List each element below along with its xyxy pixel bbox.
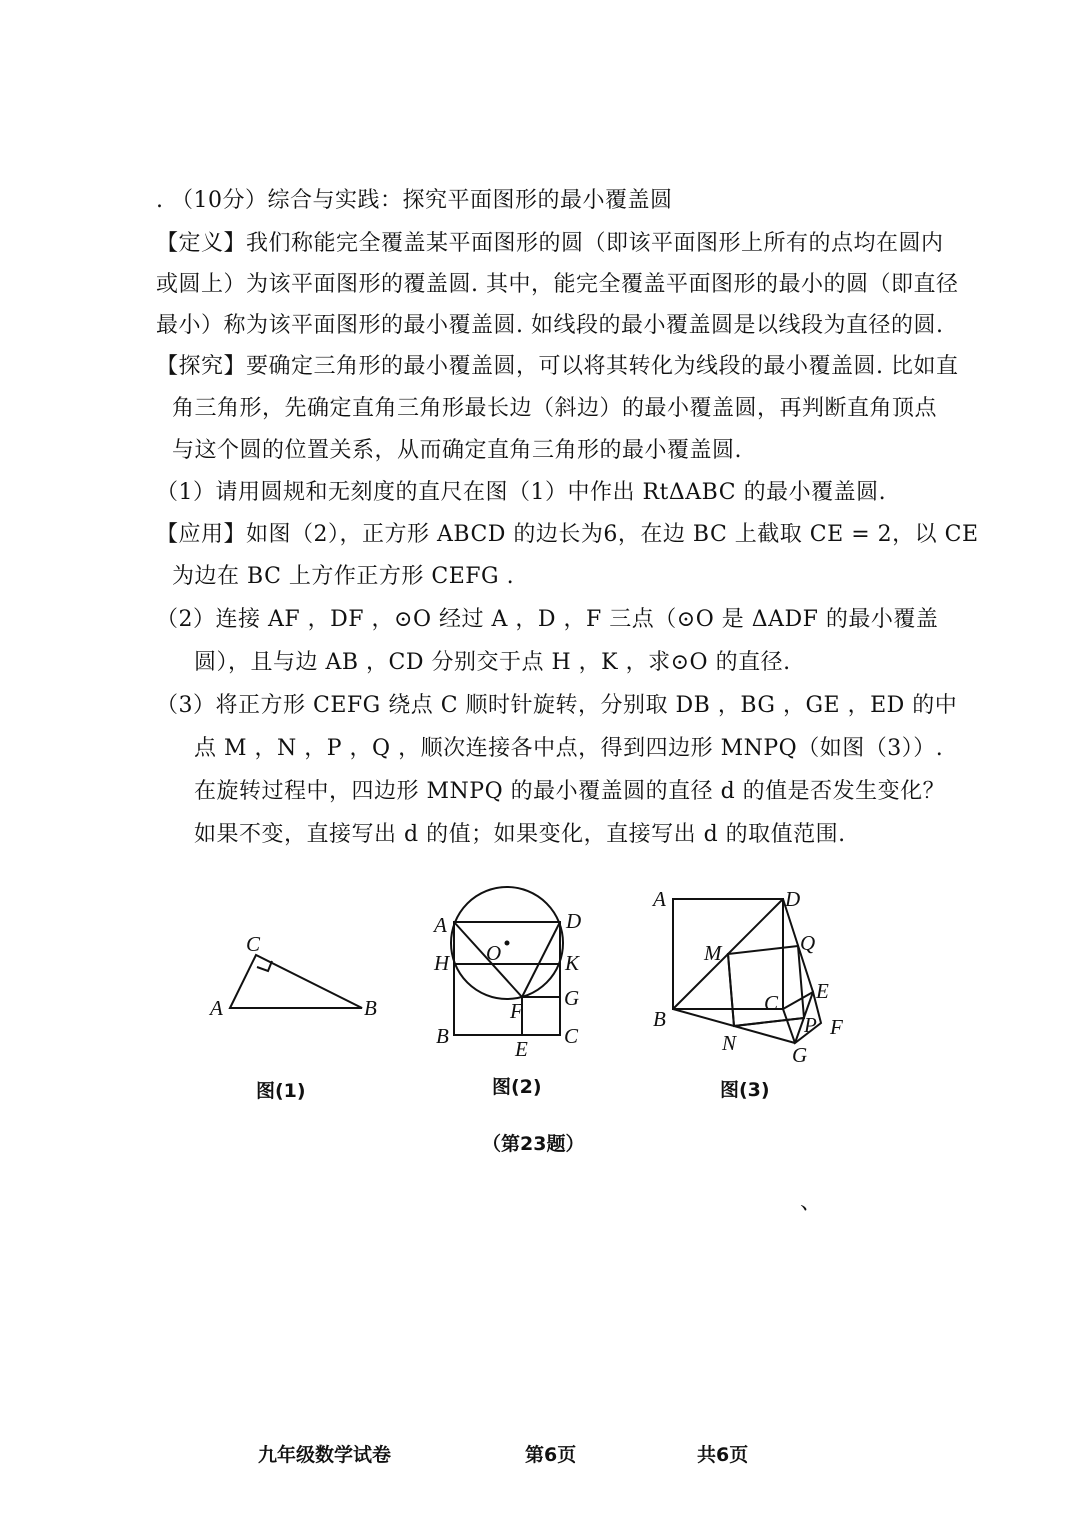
label-n: N: [722, 1031, 737, 1055]
label-m: M: [704, 941, 722, 965]
question-1: （1）请用圆规和无刻度的直尺在图（1）中作出 RtΔABC 的最小覆盖圆.: [156, 480, 887, 505]
label-c: C: [764, 991, 779, 1015]
triangle-abc: [230, 955, 362, 1008]
square-cefg: [522, 997, 560, 1035]
question-3-line-1: （3）将正方形 CEFG 绕点 C 顺时针旋转，分别取 DB ，BG ，GE ，ED 的中: [156, 693, 958, 718]
explore-line-2: 角三角形，先确定直角三角形最长边（斜边）的最小覆盖圆，再判断直角顶点: [172, 396, 938, 421]
figure-1-caption: 图(1): [256, 1080, 306, 1102]
label-a: A: [434, 913, 447, 937]
label-g: G: [792, 1043, 808, 1067]
definition-line-1: 【定义】我们称能完全覆盖某平面图形的圆（即该平面图形上所有的点均在圆内: [156, 231, 944, 256]
label-g: G: [564, 986, 580, 1010]
label-b: B: [653, 1007, 666, 1031]
problem-number-caption: （第23题）: [482, 1133, 585, 1155]
label-a: A: [653, 887, 666, 911]
segment-np: [734, 1018, 804, 1026]
figure-3-caption: 图(3): [720, 1079, 770, 1101]
definition-line-2: 或圆上）为该平面图形的覆盖圆. 其中，能完全覆盖平面图形的最小的圆（即直径: [156, 272, 959, 297]
label-p: P: [804, 1013, 817, 1037]
question-3-line-3: 在旋转过程中，四边形 MNPQ 的最小覆盖圆的直径 d 的值是否发生变化？: [194, 779, 946, 804]
label-c: C: [246, 932, 261, 956]
label-c: C: [564, 1024, 579, 1048]
figure-2: [428, 872, 598, 1064]
figure-3: [650, 880, 860, 1070]
center-point-o: [505, 941, 510, 946]
question-3-line-2: 点 M ，N ，P ，Q ，顺次连接各中点，得到四边形 MNPQ（如图（3））.: [194, 736, 944, 761]
segment-df: [522, 922, 560, 997]
segment-mn: [728, 954, 734, 1026]
application-line-1: 【应用】如图（2），正方形 ABCD 的边长为6，在边 BC 上截取 CE = 2，以 CE: [156, 522, 979, 547]
label-f: F: [510, 999, 523, 1023]
label-o: O: [486, 941, 502, 965]
explore-line-3: 与这个圆的位置关系，从而确定直角三角形的最小覆盖圆.: [172, 438, 742, 463]
application-line-2: 为边在 BC 上方作正方形 CEFG .: [172, 564, 515, 589]
question-2-line-1: （2）连接 AF ，DF ，⊙O 经过 A ，D ，F 三点（⊙O 是 ΔADF 的最小覆盖: [156, 607, 939, 632]
label-e: E: [515, 1037, 528, 1061]
footer-total-pages: 共6页: [697, 1444, 749, 1466]
label-q: Q: [800, 931, 816, 955]
label-k: K: [565, 951, 580, 975]
figure-1: [200, 925, 400, 1035]
label-b: B: [436, 1024, 449, 1048]
stray-mark: 、: [800, 1190, 823, 1215]
figure-2-caption: 图(2): [492, 1076, 542, 1098]
label-e: E: [816, 979, 829, 1003]
footer-page-number: 第6页: [525, 1444, 577, 1466]
label-d: D: [566, 909, 582, 933]
definition-line-3: 最小）称为该平面图形的最小覆盖圆. 如线段的最小覆盖圆是以线段为直径的圆.: [156, 313, 944, 338]
label-h: H: [434, 951, 450, 975]
problem-title: . （10分）综合与实践：探究平面图形的最小覆盖圆: [156, 188, 673, 213]
label-f: F: [830, 1015, 843, 1039]
label-a: A: [210, 996, 223, 1020]
label-b: B: [364, 996, 377, 1020]
question-3-line-4: 如果不变，直接写出 d 的值；如果变化，直接写出 d 的取值范围.: [194, 822, 846, 847]
explore-line-1: 【探究】要确定三角形的最小覆盖圆，可以将其转化为线段的最小覆盖圆. 比如直: [156, 354, 959, 379]
label-d: D: [785, 887, 801, 911]
footer-subject: 九年级数学试卷: [258, 1444, 392, 1466]
question-2-line-2: 圆），且与边 AB ，CD 分别交于点 H ，K ，求⊙O 的直径.: [194, 650, 791, 675]
